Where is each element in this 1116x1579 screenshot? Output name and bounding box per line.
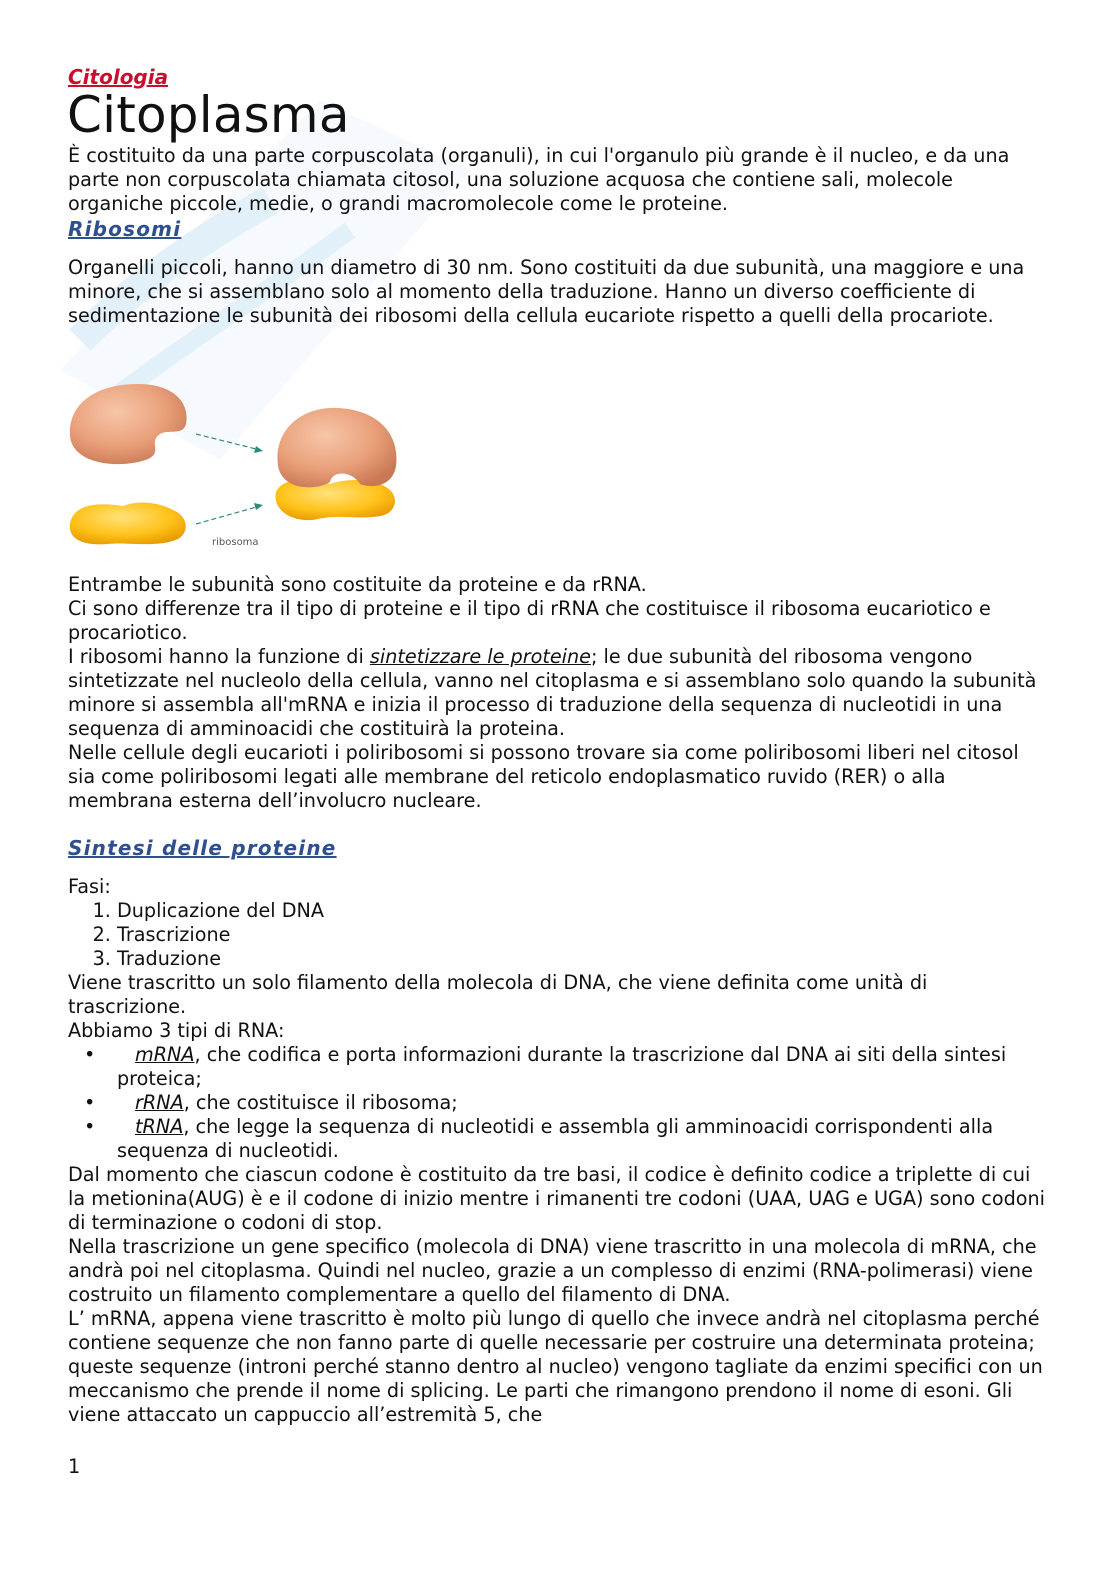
phases-list [68, 899, 1048, 971]
ribosome-diagram [68, 374, 428, 559]
function-paragraph [68, 645, 1048, 741]
trascrizione-gene-paragraph: Nella trascrizione un gene specifico (molecola di DNA) viene trascritto in una molecola di mRNA, che andrà poi nel citoplasma. Quindi nel nucleo, grazie a un complesso di enzimi (RNA-polimerasi) viene costruito un filamento complementare a quello del filamento di DNA. [68, 1235, 1037, 1306]
fasi-label: Fasi: [68, 875, 111, 898]
intro-paragraph: È costituito da una parte corpuscolata (organuli), in cui l'organulo più grande è il nucleo, e da una parte non corpuscolata chiamata citosol, una soluzione acquosa che contiene sali, molecole organiche piccole, medie, o grandi macromolecole come le proteine. [68, 144, 1010, 215]
ribosome-figure [68, 374, 428, 559]
small-subunit-assembled [276, 480, 395, 521]
arrow-icon [196, 434, 260, 524]
page-title: Citoplasma [67, 86, 350, 144]
rna-types-intro: Abbiamo 3 tipi di RNA: [68, 1019, 285, 1042]
list-item [68, 1043, 1048, 1091]
rna-description: , che costituisce il ribosoma; [183, 1091, 458, 1114]
list-item: 2. Trascrizione [117, 923, 1048, 947]
document-body [68, 64, 1048, 1427]
link-rrna[interactable]: rRNA [135, 1091, 184, 1114]
bullet-icon: • [84, 1115, 96, 1138]
link-mrna[interactable]: mRNA [135, 1043, 195, 1066]
trascrizione-paragraph: Viene trascritto un solo filamento della molecola di DNA, che viene definita come unità di trascrizione. [68, 971, 928, 1018]
rna-description: , che codifica e porta informazioni durante la trascrizione dal DNA ai siti della sintesi proteica; [117, 1043, 1007, 1090]
list-item: 1. Duplicazione del DNA [117, 899, 1048, 923]
codoni-paragraph: Dal momento che ciascun codone è costituito da tre basi, il codice è definito codice a triplette di cui la metionina(AUG) è e il codone di inizio mentre i rimanenti tre codoni (UAA, UAG e UGA) sono codoni di terminazione o codoni di stop. [68, 1163, 1046, 1234]
splicing-paragraph: L’ mRNA, appena viene trascritto è molto più lungo di quello che invece andrà nel citoplasma perché contiene sequenze che non fanno parte di quelle necessarie per costruire una determinata proteina; queste sequenze (introni perché stanno dentro al nucleo) vengono tagliate da enzimi specifici con un meccanismo che prende il nome di splicing. Le parti che rimangono prendono il nome di esoni. Gli viene attaccato un cappuccio all’estremità 5, che [68, 1307, 1043, 1426]
list-item [68, 1115, 1048, 1163]
list-item: 3. Traduzione [117, 947, 1048, 971]
heading-ribosomi[interactable]: Ribosomi [68, 217, 182, 241]
link-sintetizzare-proteine[interactable]: sintetizzare le proteine [369, 645, 591, 668]
bullet-icon: • [84, 1043, 96, 1066]
differences-paragraph: Ci sono differenze tra il tipo di proteine e il tipo di rRNA che costituisce il ribosoma eucariotico e procariotico. [68, 597, 991, 644]
function-text-post: ; le due subunità del ribosoma vengono sintetizzate nel nucleolo della cellula, vanno nel citoplasma e si assemblano solo quando la subunità minore si assembla all'mRNA e inizia il processo di traduzione della sequenza di nucleotidi in una sequenza di amminoacidi che costituirà la proteina. [68, 645, 1037, 740]
large-subunit-assembled [277, 408, 396, 487]
rna-description: , che legge la sequenza di nucleotidi e assembla gli amminoacidi corrispondenti alla sequenza di nucleotidi. [117, 1115, 994, 1162]
rna-types-list [68, 1043, 1048, 1163]
ribosomi-paragraph: Organelli piccoli, hanno un diametro di 30 nm. Sono costituiti da due subunità, una maggiore e una minore, che si assemblano solo al momento della traduzione. Hanno un diverso coefficiente di sedimentazione le subunità dei ribosomi della cellula eucariote rispetto a quelli della procariote. [68, 256, 1025, 327]
function-text-pre: I ribosomi hanno la funzione di [68, 645, 370, 668]
small-subunit-separate [70, 503, 186, 545]
poliribosomi-paragraph: Nelle cellule degli eucarioti i poliribosomi si possono trovare sia come poliribosomi liberi nel citosol sia come poliribosomi legati alle membrane del reticolo endoplasmatico ruvido (RER) o alla membrana esterna dell’involucro nucleare. [68, 741, 1019, 812]
heading-sintesi-proteine[interactable]: Sintesi delle proteine [68, 836, 337, 860]
list-item [68, 1091, 1048, 1115]
section-link-citologia[interactable]: Citologia [68, 65, 169, 89]
bullet-icon: • [84, 1091, 96, 1114]
large-subunit-separate [70, 384, 187, 464]
subunits-line: Entrambe le subunità sono costituite da proteine e da rRNA. [68, 573, 647, 596]
figure-caption: ribosoma [212, 537, 259, 548]
link-trna[interactable]: tRNA [135, 1115, 184, 1138]
page-number: 1 [68, 1455, 81, 1478]
